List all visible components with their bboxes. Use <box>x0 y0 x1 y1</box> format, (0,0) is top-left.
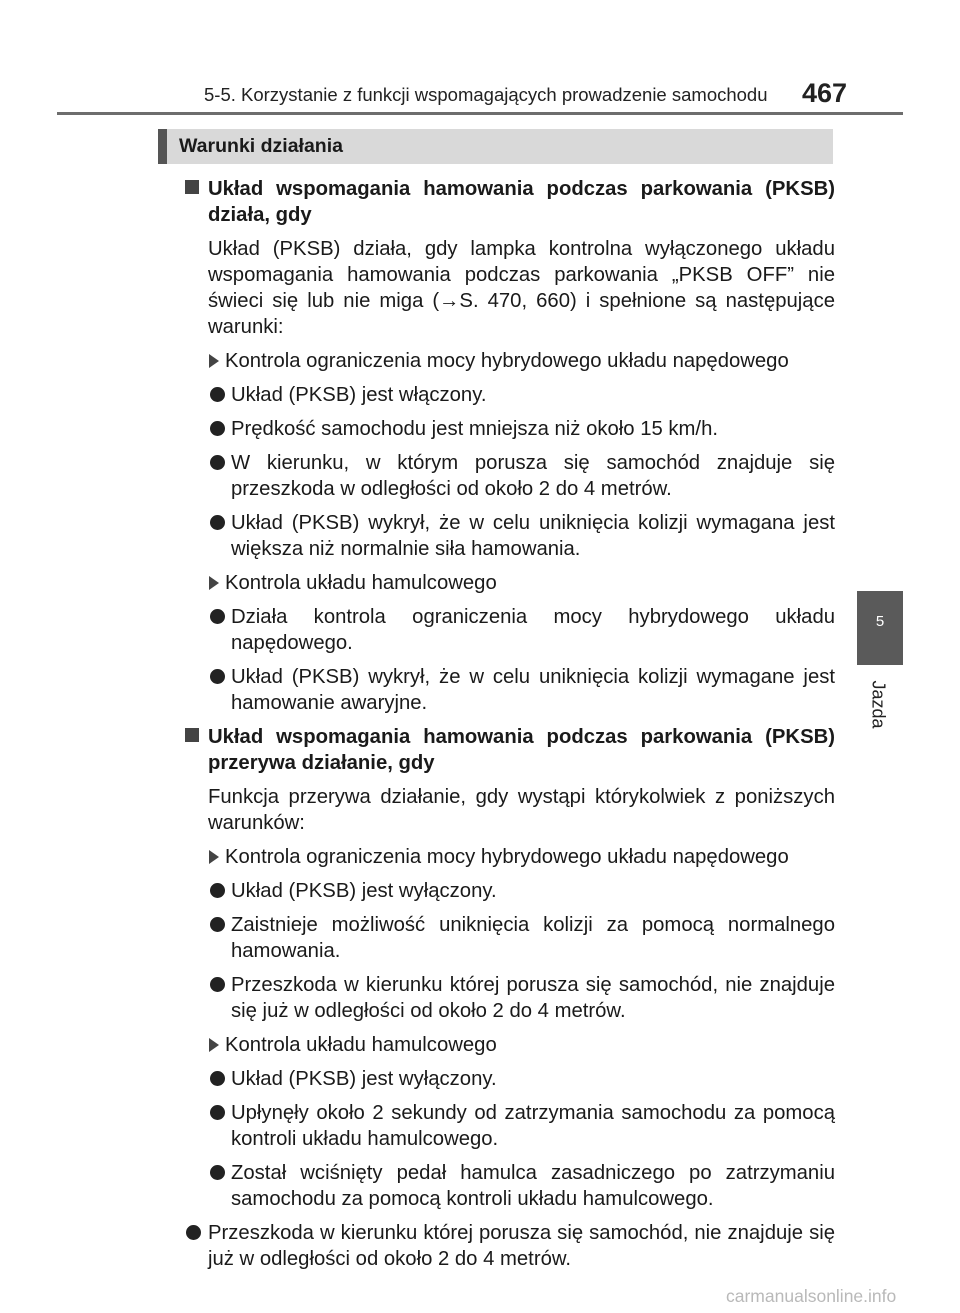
subsection-heading-text: Układ wspomagania hamowania podczas parkowania (PKSB) działa, gdy <box>208 178 835 226</box>
list-item-text: Układ (PKSB) wykrył, że w celu uniknięcia kolizji wymagane jest hamowanie awaryjne. <box>231 666 835 714</box>
square-bullet-icon <box>185 728 199 742</box>
paragraph <box>185 236 835 340</box>
round-bullet-icon <box>210 883 225 898</box>
list-item <box>185 972 835 1024</box>
control-type-item <box>185 1032 835 1058</box>
body-content <box>185 176 835 1280</box>
list-item-text: Układ (PKSB) jest włączony. <box>231 384 487 406</box>
round-bullet-icon <box>210 387 225 402</box>
list-item <box>185 510 835 562</box>
list-item-text: Działa kontrola ograniczenia mocy hybrydowego układu napędowego. <box>231 606 835 654</box>
paragraph <box>185 784 835 836</box>
control-type-item <box>185 348 835 374</box>
chapter-number: 5 <box>875 613 885 630</box>
list-item <box>185 912 835 964</box>
running-header: 5-5. Korzystanie z funkcji wspomagających prowadzenie samochodu <box>204 84 768 105</box>
chapter-label-box <box>866 676 890 736</box>
square-bullet-icon <box>185 180 199 194</box>
control-type-text: Kontrola ograniczenia mocy hybrydowego układu napędowego <box>225 846 789 868</box>
chapter-tab <box>857 591 903 665</box>
list-item-text: Prędkość samochodu jest mniejsza niż około 15 km/h. <box>231 418 718 440</box>
chapter-label: Jazda <box>868 680 889 729</box>
list-item-text: Układ (PKSB) wykrył, że w celu uniknięcia kolizji wymagana jest większa niż normalnie siła hamowania. <box>231 512 835 560</box>
list-item <box>185 1160 835 1212</box>
control-type-text: Kontrola układu hamulcowego <box>225 572 497 594</box>
list-item <box>185 604 835 656</box>
watermark: carmanualsonline.info <box>726 1286 897 1306</box>
header-divider <box>57 112 903 115</box>
control-type-item <box>185 570 835 596</box>
subsection-heading <box>185 724 835 776</box>
round-bullet-icon <box>186 1225 201 1240</box>
paragraph-text: Funkcja przerywa działanie, gdy wystąpi którykolwiek z poniższych warunków: <box>208 786 835 834</box>
round-bullet-icon <box>210 455 225 470</box>
list-item-text: Przeszkoda w kierunku której porusza się samochód, nie znajduje się już w odległości od około 2 do 4 metrów. <box>231 974 835 1022</box>
section-title: Warunki działania <box>179 135 343 157</box>
list-item-text: Układ (PKSB) jest wyłączony. <box>231 880 497 902</box>
paragraph-text: Układ (PKSB) działa, gdy lampka kontrolna wyłączonego układu wspomagania hamowania podczas parkowania „PKSB OFF” nie świeci się lub nie miga (→S. 470, 660) i spełnione są następujące warunki: <box>208 238 835 338</box>
list-item <box>185 1100 835 1152</box>
list-item <box>185 1220 835 1272</box>
list-item <box>185 664 835 716</box>
control-type-text: Kontrola ograniczenia mocy hybrydowego układu napędowego <box>225 350 789 372</box>
list-item-text: W kierunku, w którym porusza się samochód znajduje się przeszkoda w odległości od około 2 do 4 metrów. <box>231 452 835 500</box>
round-bullet-icon <box>210 1071 225 1086</box>
control-type-text: Kontrola układu hamulcowego <box>225 1034 497 1056</box>
list-item-text: Przeszkoda w kierunku której porusza się samochód, nie znajduje się już w odległości od około 2 do 4 metrów. <box>208 1222 835 1270</box>
round-bullet-icon <box>210 609 225 624</box>
round-bullet-icon <box>210 421 225 436</box>
list-item <box>185 878 835 904</box>
round-bullet-icon <box>210 1165 225 1180</box>
triangle-arrow-icon <box>209 850 219 864</box>
subsection-heading-text: Układ wspomagania hamowania podczas parkowania (PKSB) przerywa działanie, gdy <box>208 726 835 774</box>
section-title-bar <box>158 129 833 164</box>
subsection-heading <box>185 176 835 228</box>
round-bullet-icon <box>210 1105 225 1120</box>
triangle-arrow-icon <box>209 1038 219 1052</box>
round-bullet-icon <box>210 669 225 684</box>
list-item <box>185 416 835 442</box>
triangle-arrow-icon <box>209 576 219 590</box>
triangle-arrow-icon <box>209 354 219 368</box>
list-item-text: Upłynęły około 2 sekundy od zatrzymania samochodu za pomocą kontroli układu hamulcowego. <box>231 1102 835 1150</box>
list-item-text: Zaistnieje możliwość uniknięcia kolizji za pomocą normalnego hamowania. <box>231 914 835 962</box>
list-item <box>185 450 835 502</box>
list-item-text: Został wciśnięty pedał hamulca zasadniczego po zatrzymaniu samochodu za pomocą kontroli układu hamulcowego. <box>231 1162 835 1210</box>
control-type-item <box>185 844 835 870</box>
page-number: 467 <box>802 78 848 108</box>
list-item <box>185 1066 835 1092</box>
list-item <box>185 382 835 408</box>
round-bullet-icon <box>210 977 225 992</box>
round-bullet-icon <box>210 917 225 932</box>
round-bullet-icon <box>210 515 225 530</box>
list-item-text: Układ (PKSB) jest wyłączony. <box>231 1068 497 1090</box>
